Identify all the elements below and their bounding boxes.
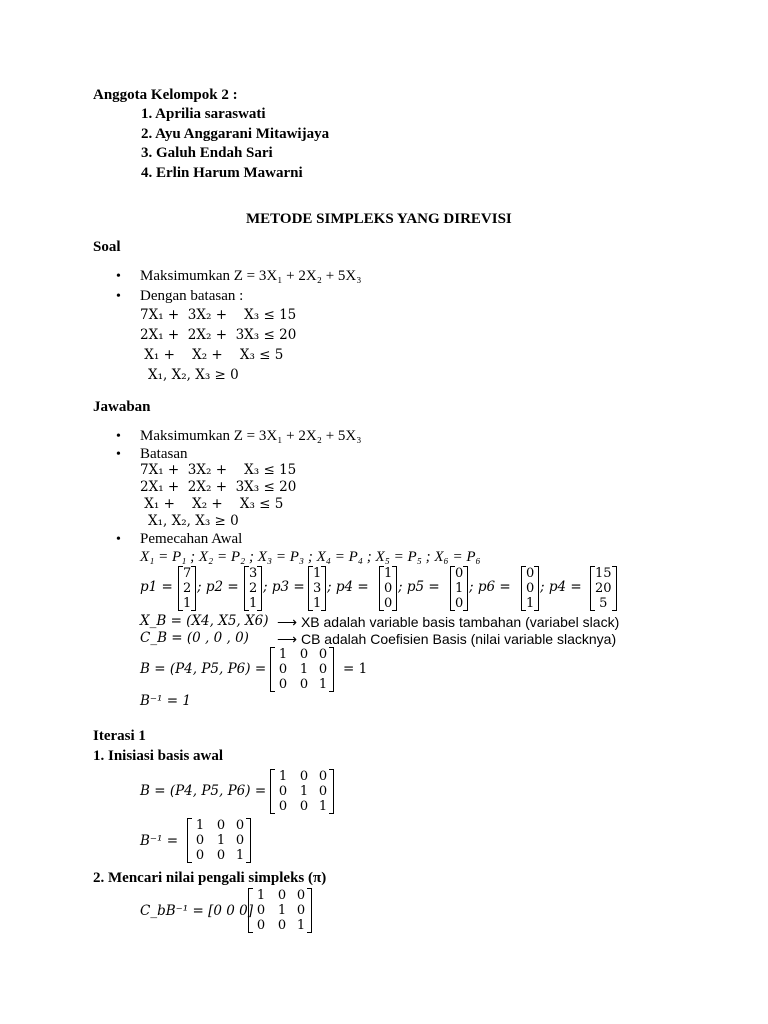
p5-vector: [450, 566, 468, 611]
vector-cell: 1: [526, 596, 535, 611]
matrix-cell: 0: [299, 677, 309, 692]
soal-constraint-1: 7X₁ + 3X₂ + X₃ ≤ 15: [140, 307, 297, 323]
matrix-cell: 0: [318, 784, 328, 799]
matrix-cell: 0: [256, 918, 266, 933]
vector-cell: 7: [183, 566, 192, 581]
matrix-cell: 1: [277, 903, 287, 918]
matrix-cell: 0: [216, 818, 226, 833]
matrix-cell: 0: [318, 647, 328, 662]
bullet-icon: •: [116, 447, 121, 462]
matrix-cell: 0: [216, 848, 226, 863]
jawaban-objective: Maksimumkan Z = 3X₁ + 2X₂ + 5X₃: [140, 428, 362, 444]
matrix-cell: 0: [278, 677, 288, 692]
vector-cell: 2: [183, 581, 192, 596]
pemecahan-awal-label: Pemecahan Awal: [140, 531, 243, 547]
matrix-cell: 0: [318, 662, 328, 677]
xb-expression: X_B = (X4, X5, X6): [140, 613, 269, 629]
vector-cell: 0: [526, 566, 535, 581]
bullet-icon: •: [116, 289, 121, 304]
b-equals-one: = 1: [343, 661, 368, 677]
member-2: 2. Ayu Anggarani Mitawijaya: [141, 126, 330, 142]
member-4: 4. Erlin Harum Mawarni: [141, 165, 303, 181]
p3-label: ; p3 =: [263, 579, 305, 595]
cb-binv-matrix: [248, 888, 312, 933]
matrix-cell: 1: [296, 918, 306, 933]
vector-cell: 0: [384, 581, 393, 596]
matrix-cell: 0: [299, 769, 309, 784]
p4-vector: [379, 566, 397, 611]
vector-cell: 15: [595, 566, 612, 581]
bullet-icon: •: [116, 532, 121, 547]
jawaban-constraint-2: 2X₁ + 2X₂ + 3X₃ ≤ 20: [140, 479, 297, 495]
step-1-heading: 1. Inisiasi basis awal: [93, 748, 224, 764]
vector-cell: 0: [455, 596, 464, 611]
matrix-cell: 0: [277, 918, 287, 933]
vector-cell: 0: [384, 596, 393, 611]
matrix-cell: 1: [318, 799, 328, 814]
p5-label: ; p5 =: [398, 579, 440, 595]
step-2-heading: 2. Mencari nilai pengali simpleks (π): [93, 870, 327, 886]
vector-cell: 1: [455, 581, 464, 596]
iter-b-inverse-label: B⁻¹ =: [140, 833, 179, 849]
soal-objective: Maksimumkan Z = 3X₁ + 2X₂ + 5X₃: [140, 268, 362, 284]
soal-constraint-2: 2X₁ + 2X₂ + 3X₃ ≤ 20: [140, 327, 297, 343]
vector-cell: 1: [384, 566, 393, 581]
p6-label: ; p6 =: [469, 579, 511, 595]
p4-label: ; p4 =: [327, 579, 369, 595]
doc-title: METODE SIMPLEKS YANG DIREVISI: [246, 211, 512, 227]
matrix-cell: 0: [296, 903, 306, 918]
soal-constraint-4: X₁, X₂, X₃ ≥ 0: [148, 367, 239, 383]
matrix-cell: 0: [299, 799, 309, 814]
p2-label: ; p2 =: [197, 579, 239, 595]
xb-note: ⟶ XB adalah variable basis tambahan (variabel slack): [277, 614, 620, 630]
cb-binv-expression: C_bB⁻¹ = [0 0 0]: [140, 903, 253, 919]
soal-constraints-label: Dengan batasan :: [140, 288, 244, 304]
matrix-cell: 0: [195, 848, 205, 863]
vector-cell: 1: [183, 596, 192, 611]
bullet-icon: •: [116, 269, 121, 284]
matrix-cell: 0: [296, 888, 306, 903]
matrix-cell: 0: [256, 903, 266, 918]
vector-cell: 3: [313, 581, 322, 596]
b-matrix: [270, 647, 334, 692]
jawaban-constraints-label: Batasan: [140, 446, 188, 462]
iter-b-inverse-matrix: [187, 818, 251, 863]
vector-cell: 1: [313, 596, 322, 611]
p2-vector: [244, 566, 262, 611]
member-1: 1. Aprilia saraswati: [141, 106, 266, 122]
jawaban-constraint-1: 7X₁ + 3X₂ + X₃ ≤ 15: [140, 462, 297, 478]
vector-cell: 2: [249, 581, 258, 596]
member-3: 3. Galuh Endah Sari: [141, 145, 273, 161]
vector-cell: 20: [595, 581, 612, 596]
vector-cell: 0: [526, 581, 535, 596]
matrix-cell: 1: [256, 888, 266, 903]
vector-cell: 5: [599, 596, 608, 611]
vector-cell: 3: [249, 566, 258, 581]
matrix-cell: 0: [278, 799, 288, 814]
matrix-cell: 0: [235, 818, 245, 833]
cb-expression: C_B = (0 , 0 , 0): [140, 630, 249, 646]
matrix-cell: 0: [278, 662, 288, 677]
matrix-cell: 0: [277, 888, 287, 903]
matrix-cell: 1: [278, 769, 288, 784]
bullet-icon: •: [116, 429, 121, 444]
matrix-cell: 1: [278, 647, 288, 662]
vector-cell: 1: [249, 596, 258, 611]
vector-cell: 1: [313, 566, 322, 581]
matrix-cell: 0: [299, 647, 309, 662]
p1-vector: [178, 566, 196, 611]
p4b-label: ; p4 =: [540, 579, 582, 595]
variable-mapping: X₁ = P₁ ; X₂ = P₂ ; X₃ = P₃ ; X₄ = P₄ ; X₅ = P₅ ; X₆ = P₆: [140, 549, 481, 565]
matrix-cell: 1: [216, 833, 226, 848]
matrix-cell: 1: [318, 677, 328, 692]
matrix-cell: 0: [195, 833, 205, 848]
jawaban-heading: Jawaban: [93, 399, 151, 415]
matrix-cell: 0: [318, 769, 328, 784]
p3-vector: [308, 566, 326, 611]
p6-vector: [521, 566, 539, 611]
jawaban-constraint-3: X₁ + X₂ + X₃ ≤ 5: [140, 496, 284, 512]
iterasi-heading: Iterasi 1: [93, 728, 146, 744]
rhs-vector: [590, 566, 617, 611]
matrix-cell: 0: [278, 784, 288, 799]
p1-label: p1 =: [140, 579, 173, 595]
iter-b-expression: B = (P4, P5, P6) =: [140, 783, 267, 799]
soal-heading: Soal: [93, 239, 121, 255]
cb-note: ⟶ CB adalah Coefisien Basis (nilai variable slacknya): [277, 631, 617, 647]
matrix-cell: 1: [235, 848, 245, 863]
matrix-cell: 0: [235, 833, 245, 848]
group-title: Anggota Kelompok 2 :: [93, 87, 238, 103]
vector-cell: 0: [455, 566, 464, 581]
b-expression: B = (P4, P5, P6) =: [140, 661, 267, 677]
b-inverse: B⁻¹ = 1: [140, 693, 191, 709]
iter-b-matrix: [270, 769, 334, 814]
jawaban-constraint-4: X₁, X₂, X₃ ≥ 0: [148, 513, 239, 529]
matrix-cell: 1: [299, 662, 309, 677]
matrix-cell: 1: [299, 784, 309, 799]
matrix-cell: 1: [195, 818, 205, 833]
soal-constraint-3: X₁ + X₂ + X₃ ≤ 5: [140, 347, 284, 363]
